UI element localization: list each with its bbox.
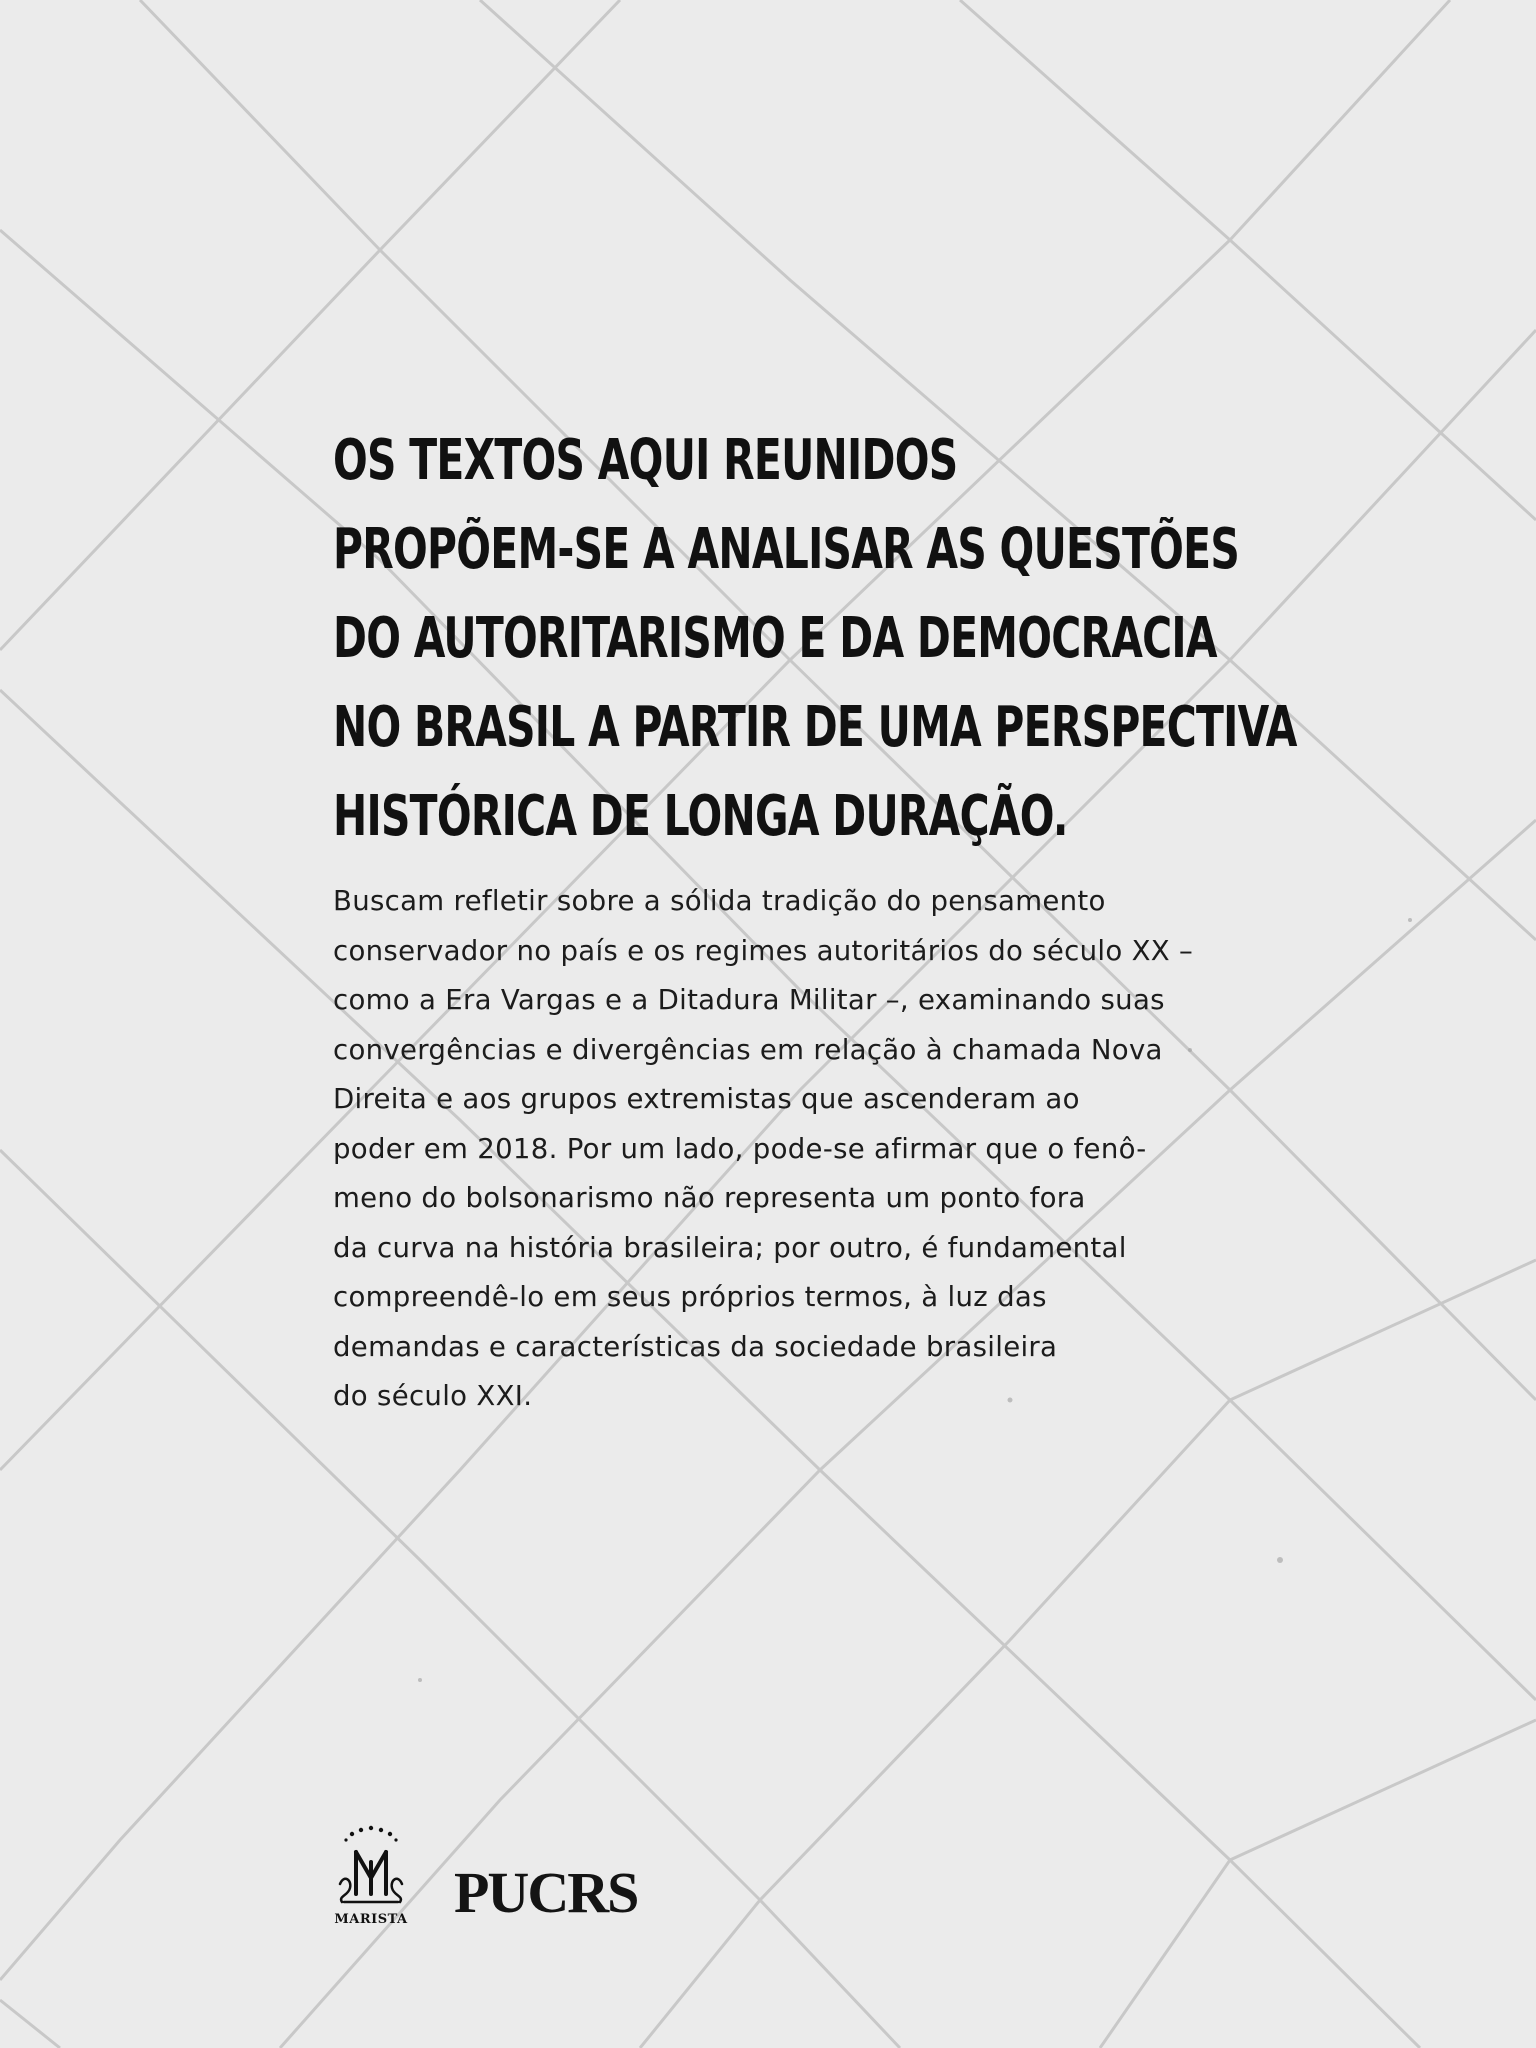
body-paragraph (333, 876, 1194, 1421)
body-line: convergências e divergências em relação à chamada Nova (333, 1032, 1163, 1066)
pucrs-logo: PUCRS (454, 1860, 638, 1925)
body-line: da curva na história brasileira; por outro, é fundamental (333, 1230, 1127, 1264)
body-line: Direita e aos grupos extremistas que ascenderam ao (333, 1082, 1080, 1115)
marista-wordmark: MARISTA (334, 1912, 408, 1927)
marista-emblem-icon (330, 1822, 412, 1912)
body-line: como a Era Vargas e a Ditadura Militar –, examinando suas (333, 983, 1165, 1016)
publisher-logos (330, 1822, 670, 1932)
headline-line: NO BRASIL A PARTIR DE UMA PERSPECTIVA (333, 695, 1297, 760)
body-line: poder em 2018. Por um lado, pode-se afirmar que o fenô- (333, 1131, 1147, 1165)
body-line: Buscam refletir sobre a sólida tradição do pensamento (333, 884, 1106, 917)
body-line: demandas e características da sociedade brasileira (333, 1329, 1058, 1363)
body-line: meno do bolsonarismo não representa um ponto fora (333, 1181, 1086, 1214)
body-line: conservador no país e os regimes autoritários do século XX – (333, 933, 1194, 967)
headline (333, 416, 1333, 861)
headline-line: OS TEXTOS AQUI REUNIDOS (333, 428, 958, 493)
body-line: compreendê-lo em seus próprios termos, à luz das (333, 1280, 1047, 1313)
headline-line: PROPÕEM-SE A ANALISAR AS QUESTÕES (333, 517, 1240, 582)
headline-line: DO AUTORITARISMO E DA DEMOCRACIA (333, 606, 1217, 671)
marista-logo (330, 1822, 412, 1932)
body-line: do século XXI. (333, 1379, 533, 1412)
headline-line: HISTÓRICA DE LONGA DURAÇÃO. (333, 784, 1068, 849)
